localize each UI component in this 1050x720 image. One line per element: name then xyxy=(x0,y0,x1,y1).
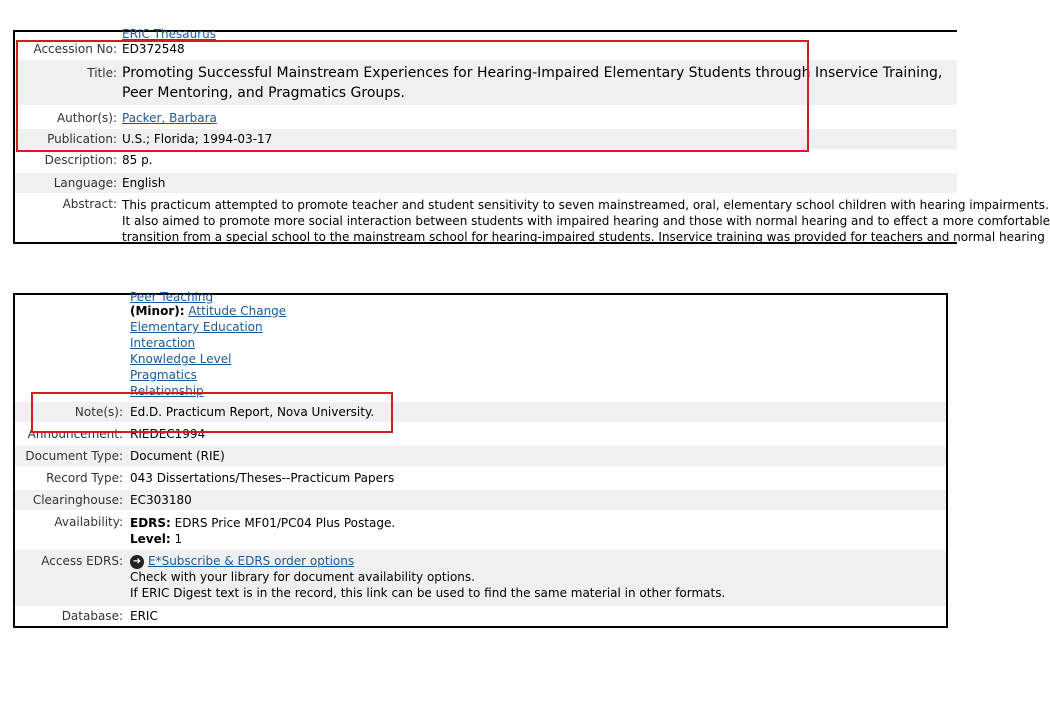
access-edrs-row xyxy=(15,550,946,606)
descriptor-link[interactable]: Pragmatics xyxy=(130,368,197,382)
announcement-label: Announcement: xyxy=(27,427,123,441)
title-label: Title: xyxy=(87,66,117,80)
record-bottom-panel xyxy=(13,290,948,628)
descriptor-list xyxy=(130,303,286,399)
language-row xyxy=(15,173,957,193)
author-link[interactable]: Packer, Barbara xyxy=(122,111,217,125)
description-label: Description: xyxy=(44,153,117,167)
descriptor-link[interactable]: Knowledge Level xyxy=(130,352,232,366)
author-label: Author(s): xyxy=(56,111,117,125)
thesaurus-link[interactable]: ERIC Thesaurus xyxy=(122,27,216,41)
abstract-label: Abstract: xyxy=(62,197,117,211)
digest-note: If ERIC Digest text is in the record, this link can be used to find the same material in other formats. xyxy=(130,586,726,600)
abstract-line: This practicum attempted to promote teacher and student sensitivity to seven mainstreamed, oral, elementary school children with hearing impairments. xyxy=(122,198,1049,212)
language-value: English xyxy=(122,176,166,190)
record-type-label: Record Type: xyxy=(46,471,123,485)
clipped-link[interactable] xyxy=(122,27,262,41)
accession-label: Accession No: xyxy=(33,42,117,56)
document-type-row xyxy=(15,446,946,466)
abstract-line: It also aimed to promote more social interaction between students with impaired hearing and those with normal hearing and to effect a more comfortable xyxy=(122,214,1050,228)
publication-value: U.S.; Florida; 1994-03-17 xyxy=(122,132,273,146)
record-top-panel xyxy=(13,27,1050,244)
announcement-row xyxy=(15,424,946,444)
clearinghouse-value: EC303180 xyxy=(130,493,192,507)
description-row xyxy=(15,151,957,169)
clipped-link[interactable] xyxy=(130,290,270,304)
notes-label: Note(s): xyxy=(74,405,123,419)
edrs-value: EDRS Price MF01/PC04 Plus Postage. xyxy=(174,516,396,530)
library-note: Check with your library for document availability options. xyxy=(130,570,475,584)
database-value: ERIC xyxy=(130,609,158,623)
abstract-text xyxy=(122,197,1050,245)
access-edrs-value xyxy=(130,553,725,601)
document-type-value: Document (RIE) xyxy=(130,449,225,463)
accession-value: ED372548 xyxy=(122,42,185,56)
peer-teaching-link[interactable]: Peer Teaching xyxy=(130,290,214,304)
clearinghouse-row xyxy=(15,490,946,510)
descriptor-link[interactable]: Relationship xyxy=(130,384,204,398)
database-row xyxy=(15,606,946,626)
language-label: Language: xyxy=(53,176,117,190)
notes-row xyxy=(15,402,946,422)
document-type-label: Document Type: xyxy=(25,449,123,463)
publication-label: Publication: xyxy=(47,132,117,146)
publication-row xyxy=(15,129,957,149)
availability-value xyxy=(130,515,395,547)
level-value: 1 xyxy=(174,532,183,546)
descriptor-link[interactable]: Elementary Education xyxy=(130,320,263,334)
author-row xyxy=(15,109,957,127)
title-row xyxy=(15,60,957,105)
descriptor-link[interactable]: Attitude Change xyxy=(188,304,287,318)
access-edrs-label: Access EDRS: xyxy=(41,554,123,568)
availability-row xyxy=(15,512,946,548)
record-type-value: 043 Dissertations/Theses--Practicum Papers xyxy=(130,471,395,485)
clearinghouse-label: Clearinghouse: xyxy=(32,493,123,507)
edrs-label: EDRS: xyxy=(130,516,171,530)
availability-label: Availability: xyxy=(54,515,123,529)
descriptor-link[interactable]: Interaction xyxy=(130,336,196,350)
abstract-line: transition from a special school to the mainstream school for hearing-impaired students. Inservice training was provided for teachers and normal hearing xyxy=(122,230,1045,244)
notes-value: Ed.D. Practicum Report, Nova University. xyxy=(130,405,375,419)
title-value: Promoting Successful Mainstream Experiences for Hearing-Impaired Elementary Students through Inservice Training, Peer Mentoring, and Pragmatics Groups. xyxy=(122,65,943,101)
minor-label: (Minor): xyxy=(130,304,185,318)
record-type-row xyxy=(15,468,946,488)
abstract-row xyxy=(15,195,1050,245)
announcement-value: RIEDEC1994 xyxy=(130,427,206,441)
database-label: Database: xyxy=(61,609,123,623)
edrs-order-link[interactable]: E*Subscribe & EDRS order options xyxy=(148,554,355,568)
level-label: Level: xyxy=(130,532,171,546)
arrow-circle-icon[interactable]: ➜ xyxy=(130,555,144,569)
description-value: 85 p. xyxy=(122,153,153,167)
accession-row xyxy=(15,40,957,58)
